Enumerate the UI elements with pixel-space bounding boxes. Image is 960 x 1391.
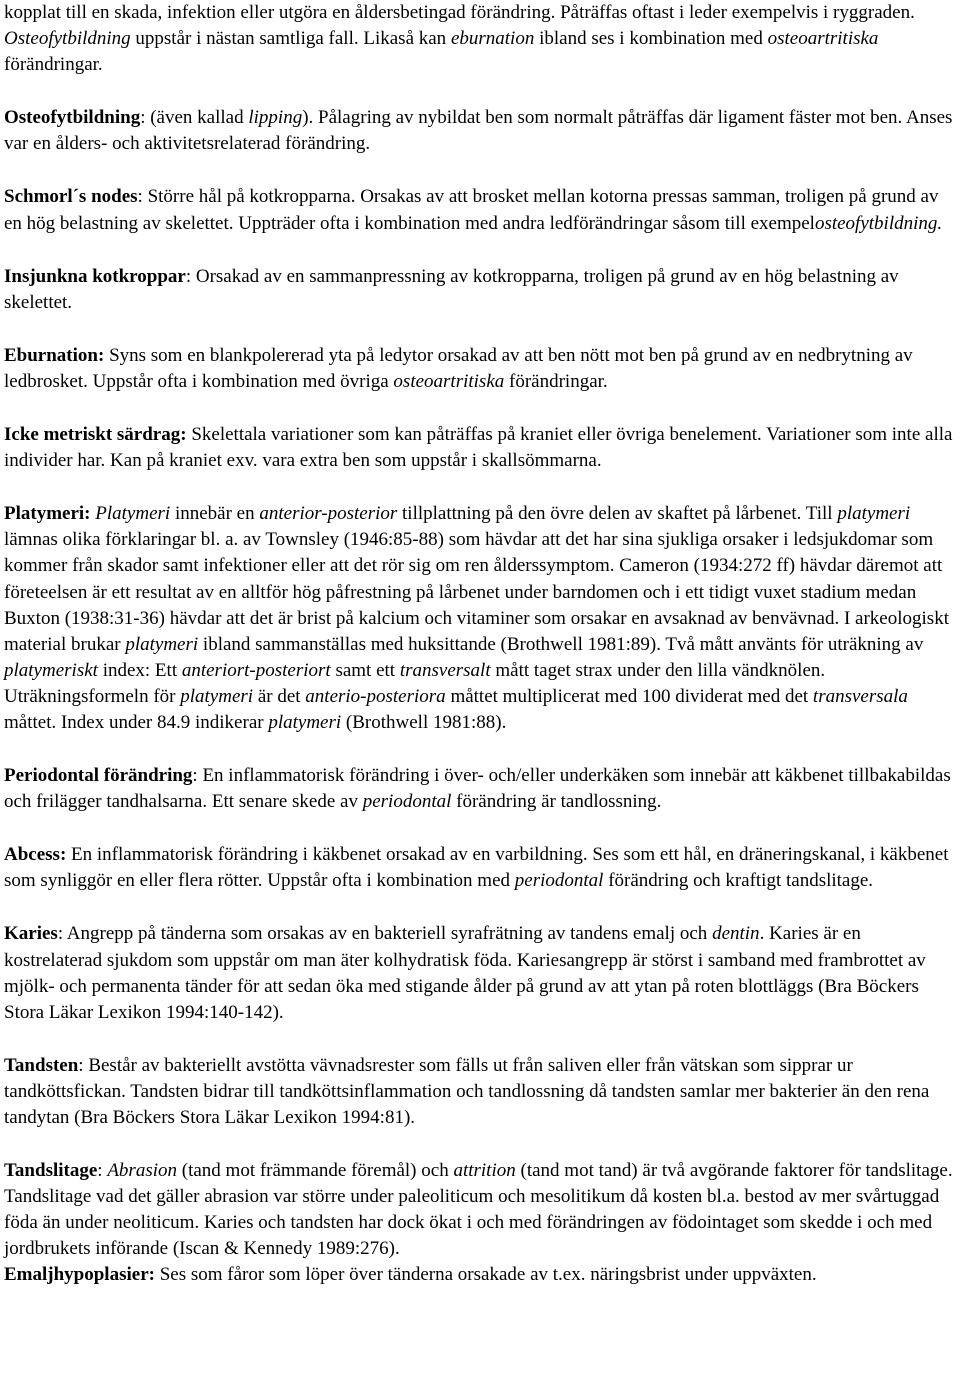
term-heading: Tandsten — [4, 1054, 79, 1076]
paragraph-tandsten — [4, 1053, 958, 1131]
paragraph-eburnation — [4, 343, 958, 395]
paragraph-insjunkna-kotkroppar — [4, 264, 958, 316]
text-run: ). Pålagring av nybildat ben som normalt påträffas där ligament fäster mot ben. Anses var en ålders- och aktivitetsrelaterad förändring. — [4, 107, 953, 155]
italic-run: attrition — [453, 1160, 516, 1182]
text-run: uppstår i nästan samtliga fall. Likaså kan — [130, 28, 451, 50]
text-run: Skelettala variationer som kan påträffas på kraniet eller övriga benelement. Variationer som inte alla individer har. Kan på kraniet exv. vara extra ben som uppstår i skallsömmarna. — [4, 424, 953, 472]
italic-run: transversala — [812, 685, 908, 707]
term-heading: Periodontal förändring — [4, 765, 193, 787]
term-heading: Insjunkna kotkroppar — [4, 265, 186, 287]
text-run: kopplat till en skada, infektion eller utgöra en åldersbetingad förändring. Påträffas oftast i leder exempelvis i ryggraden. — [4, 2, 915, 23]
text-run: Syns som en blankpolererad yta på ledytor orsakad av att ben nött mot ben på grund av en nedbrytning av ledbrosket. Uppstår ofta i kombination med övriga — [4, 344, 913, 392]
paragraph-platymeri — [4, 501, 958, 736]
paragraph-schmorls-nodes — [4, 184, 958, 236]
paragraph-karies — [4, 921, 958, 1025]
italic-run: Osteofytbildning — [4, 28, 131, 50]
term-heading: Eburnation: — [4, 344, 105, 366]
text-run: ibland ses i kombination med — [534, 28, 768, 50]
italic-run: anterio-posteriora — [305, 685, 446, 707]
term-heading: Platymeri: — [4, 503, 91, 525]
text-run: måttet. Index under 84.9 indikerar — [4, 711, 269, 733]
text-run: mått taget strax under den lilla vändknölen. Uträkningsformeln för — [4, 659, 826, 707]
italic-run: Abrasion — [107, 1160, 177, 1182]
term-heading: Emaljhypoplasier: — [4, 1264, 155, 1286]
text-run: samt ett — [330, 659, 400, 681]
italic-run: eburnation — [450, 28, 535, 50]
italic-run: anterior-posterior — [259, 503, 398, 525]
term-heading: Abcess: — [4, 844, 67, 866]
term-heading: Tandslitage — [4, 1160, 98, 1182]
text-run: förändring och kraftigt tandslitage. — [603, 870, 874, 892]
italic-run: Platymeri — [95, 503, 171, 525]
text-run: (tand mot främmande föremål) och — [177, 1160, 454, 1182]
italic-run: periodontal — [362, 791, 452, 813]
text-run: : Orsakad av en sammanpressning av kotkropparna, troligen på grund av en hög belastning av skelettet. — [4, 265, 899, 313]
text-run: tillplattning på den övre delen av skaftet på lårbenet. Till — [397, 503, 838, 525]
paragraph-icke-metriskt-sardrag — [4, 422, 958, 474]
text-run: förändringar. — [4, 54, 103, 76]
italic-run: platymeri — [125, 633, 199, 655]
text-run: förändring är tandlossning. — [451, 791, 662, 813]
italic-run: periodontal — [514, 870, 604, 892]
document-body — [4, 0, 958, 1289]
text-run: : En inflammatorisk förändring i över- och/eller underkäken som innebär att käkbenet tillbakabildas och frilägger tandhalsarna. Ett senare skede av — [4, 765, 951, 813]
term-heading: Schmorl´s nodes — [4, 186, 138, 208]
text-run: : Angrepp på tänderna som orsakas av en bakteriell syrafrätning av tandens emalj och — [57, 923, 713, 945]
text-run: innebär en — [170, 503, 260, 525]
term-heading: Osteofytbildning — [4, 107, 141, 129]
text-run: Ses som fåror som löper över tänderna orsakade av t.ex. näringsbrist under uppväxten. — [154, 1264, 817, 1286]
text-run: index: Ett — [97, 659, 182, 681]
italic-run: platymeri — [268, 711, 342, 733]
italic-run: anteriort-posteriort — [181, 659, 331, 681]
text-run: är det — [253, 685, 306, 707]
italic-run: platymeriskt — [4, 659, 98, 681]
paragraph-osteofytbildning — [4, 105, 958, 157]
text-run: : Större hål på kotkropparna. Orsakas av att brosket mellan kotorna pressas samman, troligen på grund av en hög belastning av skelettet. Uppträder ofta i kombination med andra ledförändringar såsom till exempel — [4, 186, 939, 234]
italic-run: osteoartritiska — [393, 370, 505, 392]
italic-run: platymeri — [180, 685, 254, 707]
text-run: : (även kallad — [140, 107, 249, 129]
term-heading: Icke metriskt särdrag: — [4, 424, 187, 446]
italic-run: dentin — [712, 923, 760, 945]
paragraph-intro-continued — [4, 0, 958, 78]
text-run: förändringar. — [504, 370, 608, 392]
italic-run: transversalt — [399, 659, 491, 681]
italic-run: osteoartritiska — [767, 28, 879, 50]
text-run: (tand mot tand) är två avgörande faktorer för tandslitage. Tandslitage vad det gäller abrasion var större under paleoliticum och mesolitikum då kosten bl.a. bestod av mer svårtuggad föda än under neoliticum. Karies och tandsten har dock ökat i och med förändringen av födointaget som skedde i och med jordbrukets införande (Iscan & Kennedy 1989:276). — [4, 1160, 953, 1260]
paragraph-tandslitage — [4, 1158, 958, 1262]
term-heading: Karies — [4, 923, 58, 945]
text-run: ibland sammanställas med huksittande (Brothwell 1981:89). Två mått använts för uträkning av — [198, 633, 924, 655]
text-run: . Karies är en kostrelaterad sjukdom som uppstår om man äter kolhydratisk föda. Kariesangrepp är störst i samband med frambrottet av mjölk- och permanenta tänder för att sedan öka med stigande ålder på grund av att ytan på roten blottläggs (Bra Böckers Stora Läkar Lexikon 1994:140-142). — [4, 923, 926, 1023]
text-run: måttet multiplicerat med 100 dividerat med det — [445, 685, 813, 707]
paragraph-abcess — [4, 842, 958, 894]
text-run: : Består av bakteriellt avstötta vävnadsrester som fälls ut från saliven eller från vätskan som sipprar ur tandköttsfickan. Tandsten bidrar till tandköttsinflammation och tandlossning då tandsten samlar mer bakterier än den rena tandytan (Bra Böckers Stora Läkar Lexikon 1994:81). — [4, 1054, 930, 1128]
text-run: En inflammatorisk förändring i käkbenet orsakad av en varbildning. Ses som ett hål, en dräneringskanal, i käkbenet som synliggör en eller flera rötter. Uppstår ofta i kombination med — [4, 844, 949, 892]
text-run: (Brothwell 1981:88). — [341, 711, 507, 733]
italic-run: osteofytbildning. — [814, 212, 943, 234]
italic-run: lipping — [248, 107, 303, 129]
text-run: : — [97, 1160, 108, 1182]
text-run: lämnas olika förklaringar bl. a. av Townsley (1946:85-88) som hävdar att det har sina sjukliga orsaker i ledsjukdomar som kommer från skador samt infektioner eller att det rör sig om ren ålderssymptom. Cameron (1934:272 ff) hävdar däremot att företeelsen är ett resultat av en alltför hög påfrestning på lårbenet under barndomen och i ett tidigt vuxet stadium medan Buxton (1938:31-36) hävdar att det är brist på kalcium och vitaminer som orsakar en avsaknad av benvävnad. I arkeologiskt material brukar — [4, 529, 949, 655]
italic-run: platymeri — [837, 503, 911, 525]
paragraph-emaljhypoplasier — [4, 1262, 958, 1288]
paragraph-periodontal-forandring — [4, 763, 958, 815]
